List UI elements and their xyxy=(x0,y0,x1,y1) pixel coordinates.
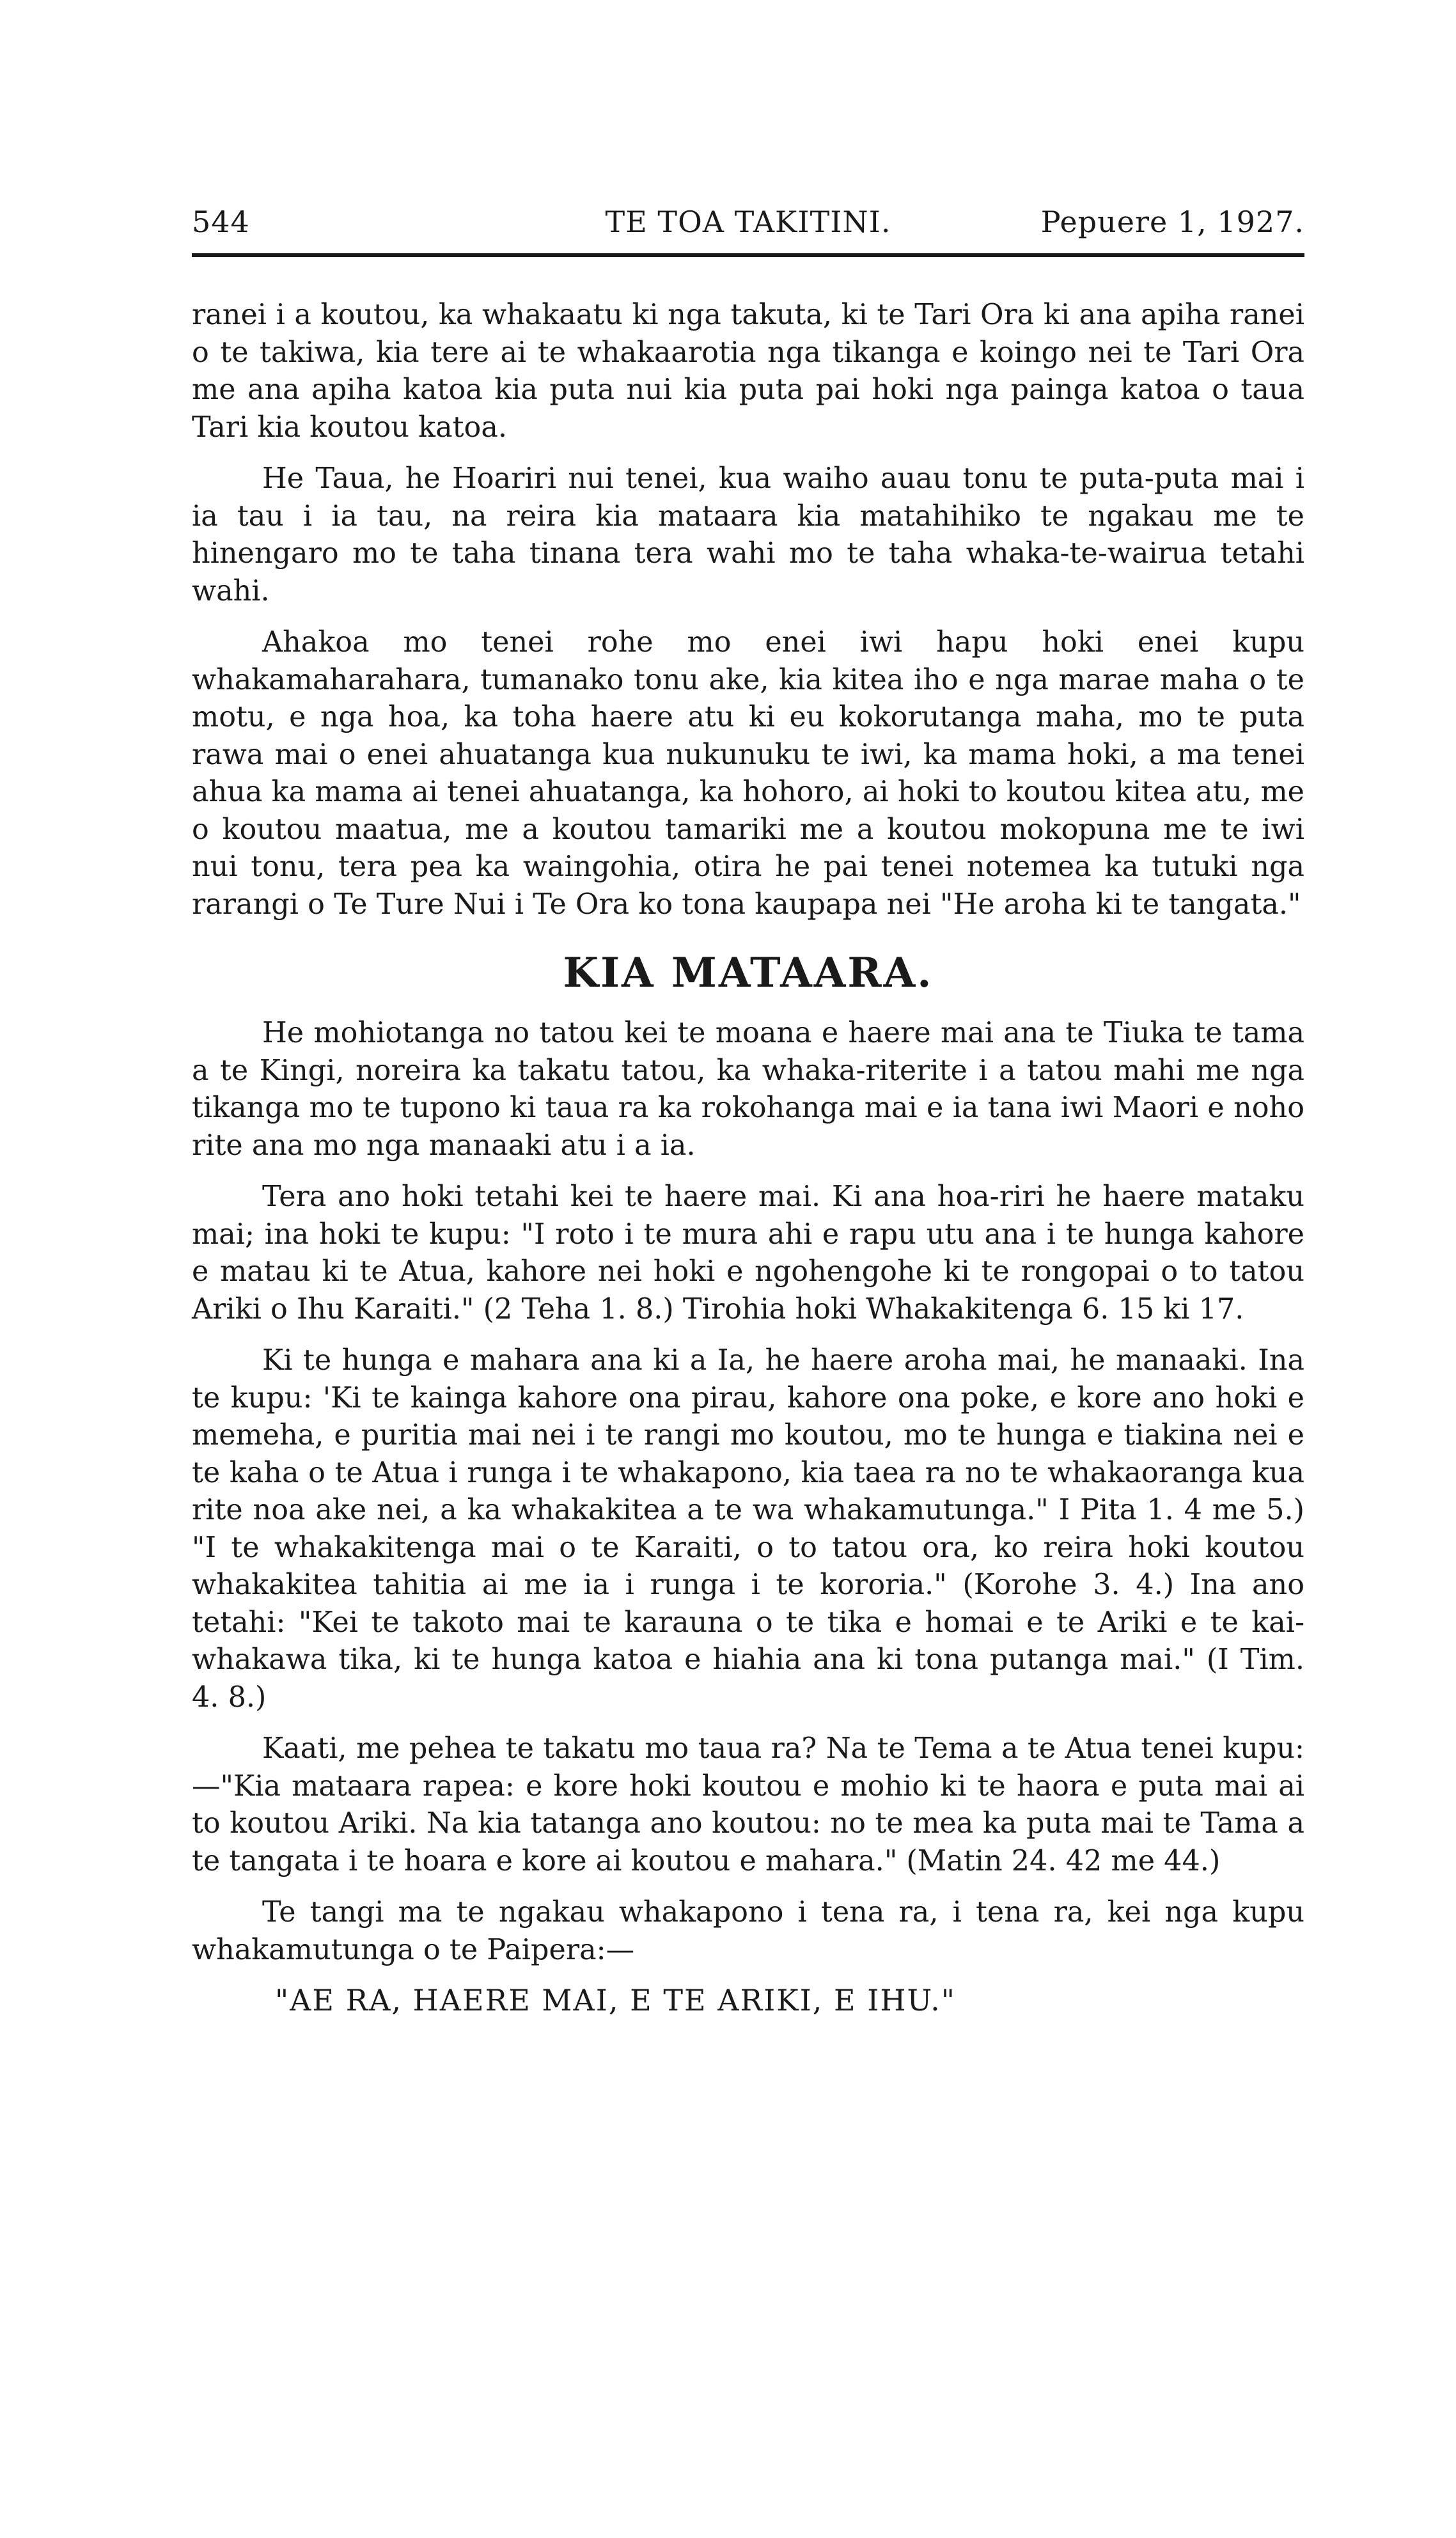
paragraph: ranei i a koutou, ka whakaatu ki nga takuta, ki te Tari Ora ki ana apiha ranei o te takiwa, kia tere ai te whakaarotia nga tikanga e koingo nei te Tari Ora me ana apiha katoa kia puta nui kia puta pai hoki nga painga katoa o taua Tari kia koutou katoa. xyxy=(192,299,1304,444)
paragraph: Ki te hunga e mahara ana ki a Ia, he haere aroha mai, he manaaki. Ina te kupu: 'Ki te kainga kahore ona pirau, kahore ona poke, e kore ano hoki e memeha, e puritia mai nei i te rangi mo koutou, mo te hunga e tiakina nei e te kaha o te Atua i runga i te whakapono, kia taea ra no te whakaoranga kua rite noa ake nei, a ka whakakitea a te wa whakamutunga." I Pita 1. 4 me 5.) "I te whakakitenga mai o te Karaiti, o to tatou ora, ko reira hoki koutou whakakitea tahitia ai me ia i runga i te kororia." (Korohe 3. 4.) Ina ano tetahi: "Kei te takoto mai te karauna o te tika e homai e te Ariki e te kai-whakawa tika, ki te hunga katoa e hiahia ana ki tona putanga mai." (I Tim. 4. 8.) xyxy=(192,1344,1304,1714)
publication-title: TE TOA TAKITINI. xyxy=(605,205,891,239)
page-number: 544 xyxy=(192,205,250,239)
document-page xyxy=(192,205,1304,2017)
paragraph: Kaati, me pehea te takatu mo taua ra? Na te Tema a te Atua tenei kupu:—"Kia mataara rapea: e kore hoki koutou e mohio ki te haora e puta mai ai to koutou Ariki. Na kia tatanga ano koutou: no te mea ka puta mai te Tama a te tangata i te hoara e kore ai koutou e mahara." (Matin 24. 42 me 44.) xyxy=(192,1732,1304,1877)
paragraph: He mohiotanga no tatou kei te moana e haere mai ana te Tiuka te tama a te Kingi, noreira ka takatu tatou, ka whaka-riterite i a tatou mahi me nga tikanga mo te tupono ki taua ra ka rokohanga mai e ia tana iwi Maori e noho rite ana mo nga manaaki atu i a ia. xyxy=(192,1017,1304,1162)
paragraph: He Taua, he Hoariri nui tenei, kua waiho auau tonu te puta-puta mai i ia tau i ia tau, na reira kia mataara kia matahihiko te ngakau me te hinengaro mo te taha tinana tera wahi mo te taha whaka-te-wairua tetahi wahi. xyxy=(192,462,1304,607)
section-heading: KIA MATAARA. xyxy=(563,949,934,997)
running-header xyxy=(192,205,1304,249)
closing-quote: "AE RA, HAERE MAI, E TE ARIKI, E IHU." xyxy=(275,1983,956,2017)
paragraph: Tera ano hoki tetahi kei te haere mai. Ki ana hoa-riri he haere mataku mai; ina hoki te kupu: "I roto i te mura ahi e rapu utu ana i te hunga kahore e matau ki te Atua, kahore nei hoki e ngohengohe ki te rongopai o to tatou Ariki o Ihu Karaiti." (2 Teha 1. 8.) Tirohia hoki Whakakitenga 6. 15 ki 17. xyxy=(192,1180,1304,1326)
paragraph: Te tangi ma te ngakau whakapono i tena ra, i tena ra, kei nga kupu whakamutunga o te Paipera:— xyxy=(192,1896,1304,1966)
paragraph: Ahakoa mo tenei rohe mo enei iwi hapu hoki enei kupu whakamaharahara, tumanako tonu ake, kia kitea iho e nga marae maha o te motu, e nga hoa, ka toha haere atu ki eu kokorutanga maha, mo te puta rawa mai o enei ahuatanga kua nukunuku te iwi, ka mama hoki, a ma tenei ahua ka mama ai tenei ahuatanga, ka hohoro, ai hoki to koutou kitea atu, me o koutou maatua, me a koutou tamariki me a koutou mokopuna me te iwi nui tonu, tera pea ka waingohia, otira he pai tenei notemea ka tutuki nga rarangi o Te Ture Nui i Te Ora ko tona kaupapa nei "He aroha ki te tangata." xyxy=(192,626,1304,921)
header-rule xyxy=(192,253,1304,257)
issue-date: Pepuere 1, 1927. xyxy=(1040,205,1304,239)
article-body xyxy=(192,297,1304,2017)
